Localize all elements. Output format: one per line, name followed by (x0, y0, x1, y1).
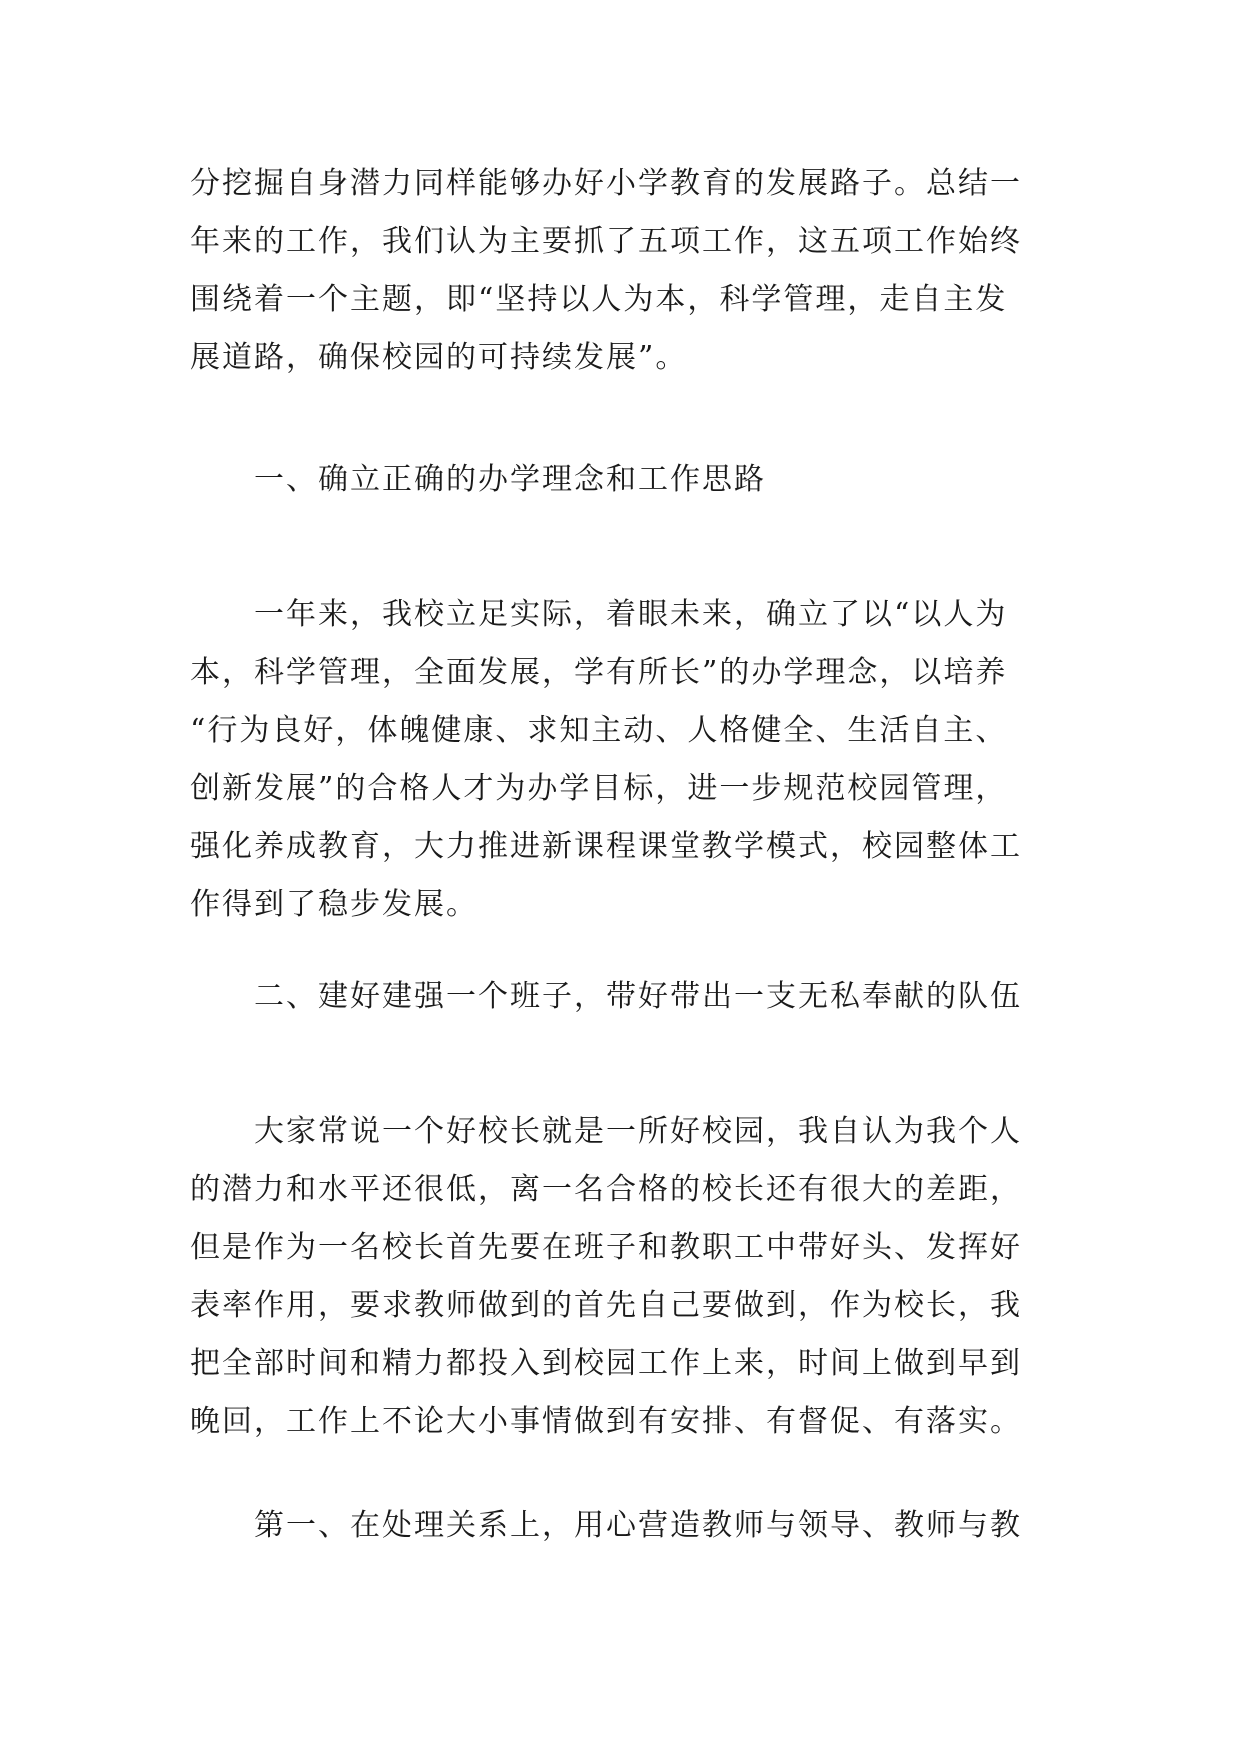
text-line: “行为良好，体魄健康、求知主动、人格健全、生活自主、 (190, 713, 1008, 748)
text-line: 强化养成教育，大力推进新课程课堂教学模式，校园整体工 (190, 829, 1022, 864)
text-line: 的潜力和水平还很低，离一名合格的校长还有很大的差距， (190, 1172, 1022, 1207)
text-line: 年来的工作，我们认为主要抓了五项工作，这五项工作始终 (190, 224, 1022, 259)
text-line: 第一、在处理关系上，用心营造教师与领导、教师与教 (190, 1508, 1022, 1543)
heading-text: 一、确立正确的办学理念和工作思路 (190, 462, 766, 497)
heading-text: 二、建好建强一个班子，带好带出一支无私奉献的队伍 (190, 979, 1022, 1014)
paragraph-intro (190, 155, 1060, 387)
text-line: 一年来，我校立足实际，着眼未来，确立了以“以人为 (190, 597, 1008, 632)
paragraph-first-point (190, 1497, 1060, 1555)
text-line: 作得到了稳步发展。 (190, 887, 478, 922)
text-line: 展道路，确保校园的可持续发展”。 (190, 340, 688, 375)
text-line: 但是作为一名校长首先要在班子和教职工中带好头、发挥好 (190, 1230, 1022, 1265)
text-line: 围绕着一个主题，即“坚持以人为本，科学管理，走自主发 (190, 282, 1008, 317)
text-line: 创新发展”的合格人才为办学目标，进一步规范校园管理， (190, 771, 1008, 806)
text-line: 分挖掘自身潜力同样能够办好小学教育的发展路子。总结一 (190, 166, 1022, 201)
section-heading-1 (190, 451, 1060, 509)
paragraph-philosophy (190, 586, 1060, 934)
text-line: 大家常说一个好校长就是一所好校园，我自认为我个人 (190, 1114, 1022, 1149)
text-line: 表率作用，要求教师做到的首先自己要做到，作为校长，我 (190, 1288, 1022, 1323)
text-line: 把全部时间和精力都投入到校园工作上来，时间上做到早到 (190, 1346, 1022, 1381)
paragraph-leadership (190, 1103, 1060, 1451)
section-heading-2 (190, 968, 1060, 1026)
text-line: 晚回，工作上不论大小事情做到有安排、有督促、有落实。 (190, 1404, 1022, 1439)
text-line: 本，科学管理，全面发展，学有所长”的办学理念，以培养 (190, 655, 1008, 690)
